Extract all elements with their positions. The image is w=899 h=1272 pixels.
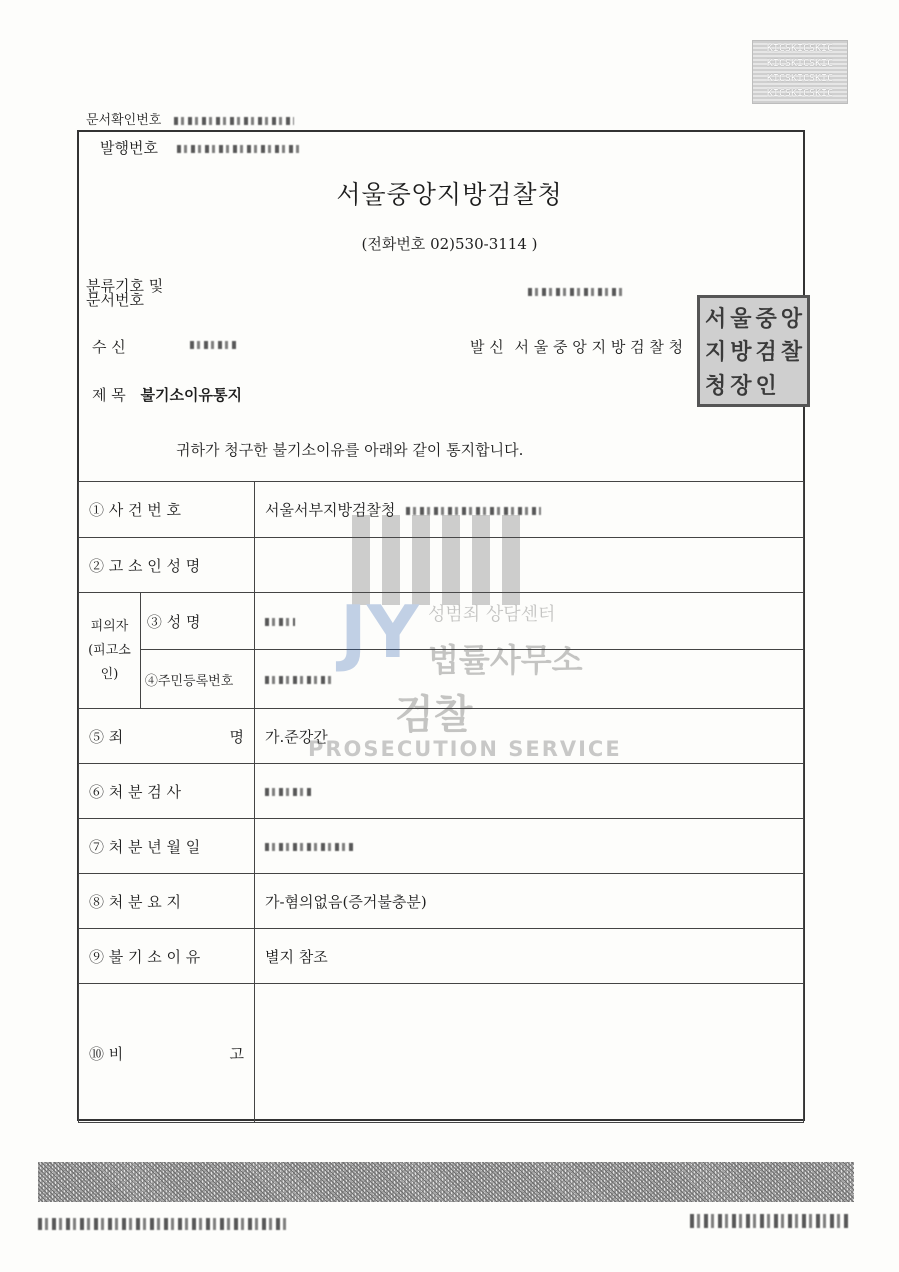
kics-line: KICSKICSKIC <box>766 73 834 84</box>
remarks-value <box>255 984 804 1123</box>
table-row <box>79 874 804 929</box>
sender-row <box>470 336 683 357</box>
table-row <box>79 764 804 819</box>
seal-char: 청 <box>704 373 727 399</box>
case-number-office: 서울서부지방검찰청 <box>265 501 396 519</box>
redacted-prosecutor <box>265 788 313 796</box>
remarks-label-start: ⑩ 비 <box>89 1044 124 1063</box>
redacted-classification <box>528 288 623 296</box>
watermark-logo: JY <box>340 590 419 674</box>
prosecutor-label: ⑥ 처 분 검 사 <box>79 764 255 819</box>
disposition-date-label: ⑦ 처 분 년 월 일 <box>79 819 255 874</box>
doc-confirm-row <box>86 109 294 128</box>
org-title: 서울중앙지방검찰청 <box>336 180 563 209</box>
subject-label: 제 목 <box>92 386 126 404</box>
kics-line: KICSKICSKIC <box>766 58 834 69</box>
seal-char: 방 <box>730 340 752 366</box>
case-number-value <box>255 482 804 538</box>
classification-label <box>86 279 163 307</box>
suspect-group-subtitle: (피고소인) <box>88 642 131 682</box>
redacted-recipient <box>190 341 238 349</box>
sender-value: 서 울 중 앙 지 방 검 찰 청 <box>514 338 684 356</box>
case-number-label: ① 사 건 번 호 <box>79 482 255 538</box>
charge-value: 가.준강간 <box>255 709 804 764</box>
complainant-name-value <box>255 538 804 593</box>
redacted-case-number <box>406 507 541 515</box>
redacted-resident-number <box>265 676 335 684</box>
watermark-line3: 검찰 <box>395 692 473 738</box>
complainant-name-label: ② 고 소 인 성 명 <box>79 538 255 593</box>
charge-label-end: 명 <box>229 727 244 746</box>
table-row <box>79 819 804 874</box>
table-row <box>79 593 804 650</box>
seal-char: 앙 <box>780 307 802 333</box>
non-indictment-reason-label: ⑨ 불 기 소 이 유 <box>79 929 255 984</box>
table-row <box>79 650 804 709</box>
table-row <box>79 709 804 764</box>
phone-number: (전화번호 02)530-3114 ) <box>361 235 538 253</box>
redacted-suspect-name <box>265 618 295 626</box>
recipient-label: 수 신 <box>92 338 126 356</box>
disposition-summary-label: ⑧ 처 분 요 지 <box>79 874 255 929</box>
seal-char: 장 <box>730 373 752 399</box>
sender-label: 발 신 <box>470 338 504 356</box>
charge-label-start: ⑤ 죄 <box>89 727 124 746</box>
footer-barcode <box>38 1162 854 1202</box>
disposition-summary-value: 가-혐의없음(증거불충분) <box>255 874 804 929</box>
table-row <box>79 482 804 538</box>
suspect-name-value <box>255 593 804 650</box>
redacted-footer-right <box>690 1214 850 1228</box>
issue-label: 발행번호 <box>100 139 158 157</box>
non-indictment-reason-value: 별지 참조 <box>255 929 804 984</box>
kics-line: KICSKICSKIC <box>766 43 834 54</box>
kics-stamp <box>752 40 848 104</box>
suspect-group-label <box>79 593 141 709</box>
official-seal <box>697 295 810 407</box>
table-row <box>79 538 804 593</box>
watermark-line4: PROSECUTION SERVICE <box>308 737 622 761</box>
kics-line: KICSKICSKIC <box>766 88 834 99</box>
watermark-line1: 성범죄 상담센터 <box>428 604 556 625</box>
intro-text: 귀하가 청구한 불기소이유를 아래와 같이 통지합니다. <box>176 441 524 459</box>
watermark-line2: 법률사무소 <box>428 641 583 679</box>
table-row <box>79 929 804 984</box>
remarks-label <box>79 984 255 1123</box>
suspect-name-label: ③ 성 명 <box>140 593 254 650</box>
charge-label <box>79 709 255 764</box>
seal-char <box>780 369 803 400</box>
redacted-doc-number <box>174 117 294 125</box>
classification-label-line1: 분류기호 및 <box>86 277 164 295</box>
remarks-label-end: 고 <box>229 1044 244 1063</box>
subject-row <box>92 384 242 405</box>
resident-number-label: ④주민등록번호 <box>140 650 254 709</box>
seal-char: 찰 <box>780 340 802 366</box>
subject-value: 불기소이유통지 <box>140 386 242 404</box>
redacted-disposition-date <box>265 843 355 851</box>
doc-confirm-label: 문서확인번호 <box>86 113 162 128</box>
seal-char: 인 <box>755 373 777 399</box>
notice-table <box>78 481 804 1123</box>
issue-row <box>100 137 302 158</box>
resident-number-value <box>255 650 804 709</box>
redacted-issue-number <box>177 145 302 153</box>
seal-char: 지 <box>704 340 727 366</box>
classification-label-line2: 문서번호 <box>86 291 144 309</box>
seal-char: 울 <box>730 307 752 333</box>
seal-char: 서 <box>704 307 727 333</box>
redacted-footer-left <box>38 1218 288 1230</box>
disposition-date-value <box>255 819 804 874</box>
seal-char: 중 <box>755 307 777 333</box>
table-row <box>79 984 804 1123</box>
suspect-group-title: 피의자 <box>90 618 129 634</box>
seal-char: 검 <box>755 340 777 366</box>
prosecutor-value <box>255 764 804 819</box>
